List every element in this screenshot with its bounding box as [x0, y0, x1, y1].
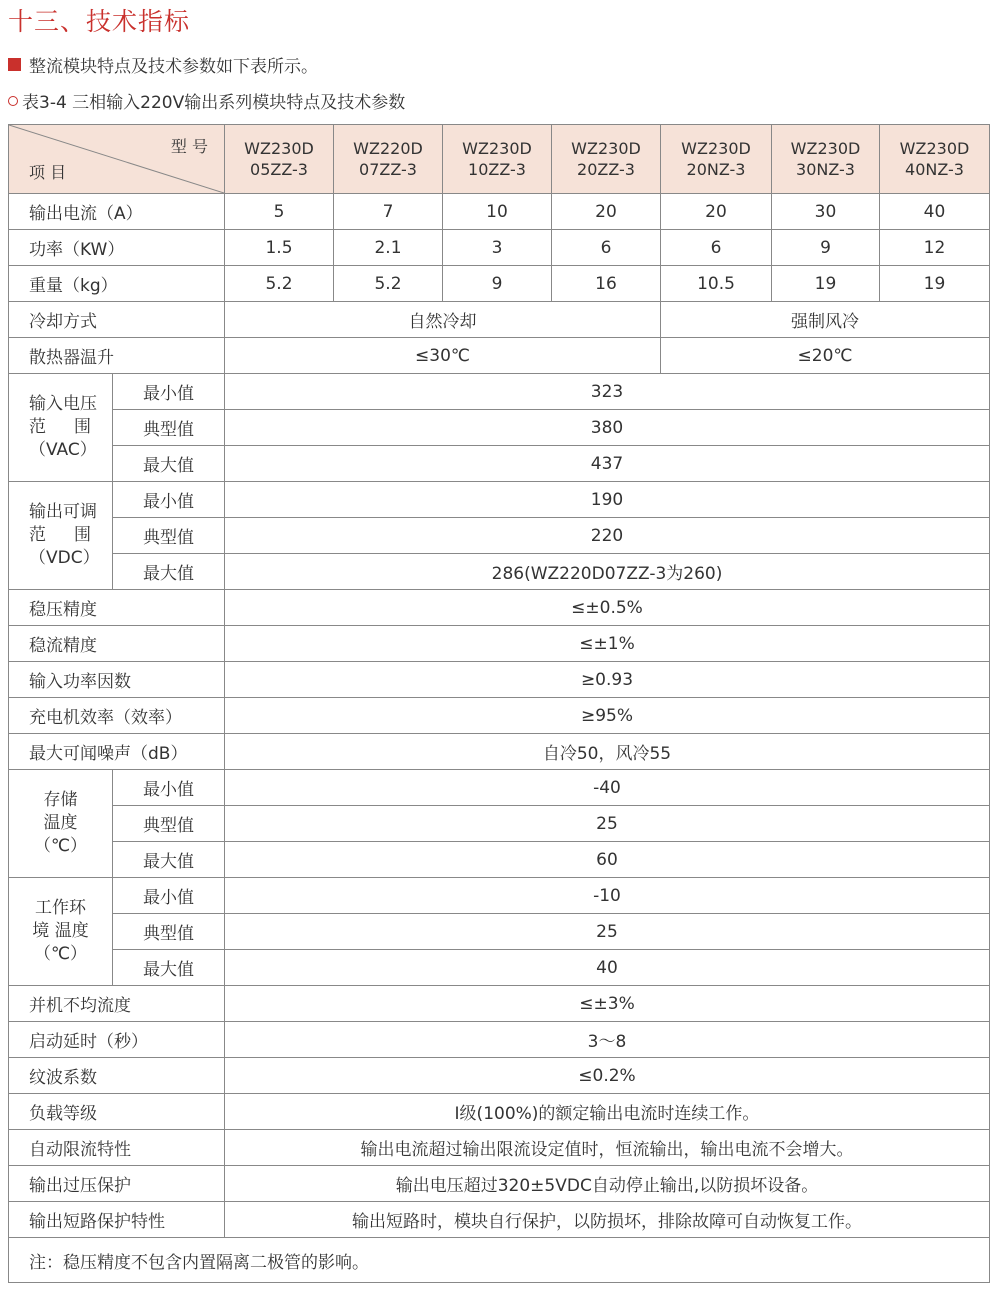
value-cell: ≥0.93 — [225, 662, 990, 698]
row-ripple — [9, 1058, 990, 1094]
sub-label: 最小值 — [113, 374, 225, 410]
row-work-temp-typ — [9, 914, 990, 950]
value-cell: 30 — [772, 194, 880, 230]
row-label: 最大可闻噪声（dB） — [9, 734, 225, 770]
model-suffix: 30NZ-3 — [796, 160, 855, 179]
row-power-factor — [9, 662, 990, 698]
value-cell: 60 — [225, 842, 990, 878]
group-char: 范 — [29, 417, 46, 437]
row-overvoltage — [9, 1166, 990, 1202]
square-bullet-icon — [8, 58, 21, 71]
value-cell: 2.1 — [334, 230, 443, 266]
row-heatsink-temp-rise — [9, 338, 990, 374]
group-line: （VDC） — [29, 548, 100, 568]
value-cell: 6 — [552, 230, 661, 266]
group-line: 输入电压 — [29, 394, 97, 414]
value-cell: 20 — [661, 194, 772, 230]
row-label: 启动延时（秒） — [9, 1022, 225, 1058]
model-name: WZ220D — [353, 139, 423, 158]
row-label: 输出短路保护特性 — [9, 1202, 225, 1238]
value-cell: ≤20℃ — [661, 338, 990, 374]
model-suffix: 07ZZ-3 — [359, 160, 417, 179]
circle-bullet-icon — [8, 96, 18, 106]
corner-item-label: 项 目 — [29, 163, 67, 182]
row-storage-temp-typ — [9, 806, 990, 842]
value-cell: 输出短路时，模块自行保护，以防损坏，排除故障可自动恢复工作。 — [225, 1202, 990, 1238]
group-line: 境 温度 — [32, 921, 89, 941]
sub-label: 典型值 — [113, 914, 225, 950]
row-label: 输入功率因数 — [9, 662, 225, 698]
value-cell: 自冷50，风冷55 — [225, 734, 990, 770]
header-corner-cell — [9, 125, 225, 194]
sub-label: 最大值 — [113, 446, 225, 482]
row-input-voltage-typ — [9, 410, 990, 446]
row-label: 重量（kg） — [9, 266, 225, 302]
sub-label: 最大值 — [113, 842, 225, 878]
row-current-limit — [9, 1130, 990, 1166]
row-storage-temp-min — [9, 770, 990, 806]
sub-label: 典型值 — [113, 806, 225, 842]
value-cell: 220 — [225, 518, 990, 554]
value-cell: 10.5 — [661, 266, 772, 302]
row-label: 稳流精度 — [9, 626, 225, 662]
sub-label: 最小值 — [113, 770, 225, 806]
value-cell: 9 — [443, 266, 552, 302]
corner-model-label: 型 号 — [170, 137, 208, 156]
model-header — [443, 125, 552, 194]
group-line: 存储 — [43, 790, 78, 810]
value-cell: 40 — [880, 194, 990, 230]
value-cell: 10 — [443, 194, 552, 230]
row-current-sharing — [9, 986, 990, 1022]
value-cell: ≤30℃ — [225, 338, 661, 374]
row-noise — [9, 734, 990, 770]
sub-label: 最大值 — [113, 950, 225, 986]
group-line: （℃） — [33, 944, 88, 964]
row-label: 充电机效率（效率） — [9, 698, 225, 734]
value-cell: 自然冷却 — [225, 302, 661, 338]
model-suffix: 40NZ-3 — [905, 160, 964, 179]
value-cell: 16 — [552, 266, 661, 302]
sub-label: 最大值 — [113, 554, 225, 590]
model-suffix: 10ZZ-3 — [468, 160, 526, 179]
group-line: （VAC） — [29, 440, 97, 460]
model-name: WZ230D — [571, 139, 641, 158]
group-char: 围 — [74, 417, 91, 437]
group-line — [29, 524, 91, 547]
value-cell: -40 — [225, 770, 990, 806]
group-label-work-temp — [9, 878, 113, 986]
value-cell: 5.2 — [225, 266, 334, 302]
row-cooling — [9, 302, 990, 338]
table-note: 注：稳压精度不包含内置隔离二极管的影响。 — [9, 1238, 990, 1283]
value-cell: 5.2 — [334, 266, 443, 302]
intro-line — [8, 52, 318, 77]
caption-text: 表3-4 三相输入220V输出系列模块特点及技术参数 — [22, 93, 406, 113]
model-suffix: 20ZZ-3 — [577, 160, 635, 179]
row-label: 散热器温升 — [9, 338, 225, 374]
value-cell: 输出电流超过输出限流设定值时，恒流输出，输出电流不会增大。 — [225, 1130, 990, 1166]
value-cell: ≥95% — [225, 698, 990, 734]
row-output-voltage-max — [9, 554, 990, 590]
row-input-voltage-max — [9, 446, 990, 482]
row-input-voltage-min — [9, 374, 990, 410]
model-header — [661, 125, 772, 194]
sub-label: 最小值 — [113, 482, 225, 518]
model-header — [334, 125, 443, 194]
row-load-class — [9, 1094, 990, 1130]
row-label: 输出电流（A） — [9, 194, 225, 230]
row-output-voltage-typ — [9, 518, 990, 554]
row-output-current — [9, 194, 990, 230]
row-label: 功率（KW） — [9, 230, 225, 266]
row-label: 自动限流特性 — [9, 1130, 225, 1166]
model-name: WZ230D — [790, 139, 861, 158]
row-label: 负载等级 — [9, 1094, 225, 1130]
model-header — [225, 125, 334, 194]
value-cell: 1.5 — [225, 230, 334, 266]
spec-table — [8, 124, 990, 1283]
value-cell: ≤±0.5% — [225, 590, 990, 626]
page-title: 十三、技术指标 — [8, 7, 191, 36]
value-cell: 输出电压超过320±5VDC自动停止输出,以防损坏设备。 — [225, 1166, 990, 1202]
row-storage-temp-max — [9, 842, 990, 878]
value-cell: 5 — [225, 194, 334, 230]
value-cell: Ⅰ级(100%)的额定输出电流时连续工作。 — [225, 1094, 990, 1130]
row-work-temp-max — [9, 950, 990, 986]
row-current-precision — [9, 626, 990, 662]
value-cell: ≤±3% — [225, 986, 990, 1022]
group-char: 围 — [74, 525, 91, 545]
row-work-temp-min — [9, 878, 990, 914]
value-cell: 25 — [225, 914, 990, 950]
sub-label: 典型值 — [113, 410, 225, 446]
group-char: 范 — [29, 525, 46, 545]
model-header — [552, 125, 661, 194]
value-cell: 190 — [225, 482, 990, 518]
group-label-input-voltage — [9, 374, 113, 482]
group-line — [29, 416, 91, 439]
group-line: 工作环 — [35, 898, 86, 918]
row-label: 输出过压保护 — [9, 1166, 225, 1202]
value-cell: 3 — [443, 230, 552, 266]
value-cell: -10 — [225, 878, 990, 914]
value-cell: 20 — [552, 194, 661, 230]
intro-text: 整流模块特点及技术参数如下表所示。 — [29, 57, 318, 77]
group-label-output-voltage — [9, 482, 113, 590]
value-cell: 3～8 — [225, 1022, 990, 1058]
value-cell: 12 — [880, 230, 990, 266]
value-cell: 19 — [772, 266, 880, 302]
row-short-circuit — [9, 1202, 990, 1238]
group-line: 温度 — [43, 813, 78, 833]
value-cell: 6 — [661, 230, 772, 266]
value-cell: 强制风冷 — [661, 302, 990, 338]
value-cell: 437 — [225, 446, 990, 482]
row-weight — [9, 266, 990, 302]
value-cell: 9 — [772, 230, 880, 266]
value-cell: 40 — [225, 950, 990, 986]
table-caption — [8, 88, 405, 113]
model-suffix: 05ZZ-3 — [250, 160, 308, 179]
row-efficiency — [9, 698, 990, 734]
model-suffix: 20NZ-3 — [686, 160, 746, 179]
row-power — [9, 230, 990, 266]
model-name: WZ230D — [462, 139, 532, 158]
model-header — [880, 125, 990, 194]
value-cell: 323 — [225, 374, 990, 410]
model-header — [772, 125, 880, 194]
value-cell: 25 — [225, 806, 990, 842]
model-name: WZ230D — [244, 139, 314, 158]
group-line: 输出可调 — [29, 502, 97, 522]
sub-label: 最小值 — [113, 878, 225, 914]
value-cell: 19 — [880, 266, 990, 302]
row-output-voltage-min — [9, 482, 990, 518]
row-voltage-precision — [9, 590, 990, 626]
row-label: 稳压精度 — [9, 590, 225, 626]
row-label: 冷却方式 — [9, 302, 225, 338]
row-label: 纹波系数 — [9, 1058, 225, 1094]
header-row — [9, 125, 990, 194]
value-cell: 286(WZ220D07ZZ-3为260) — [225, 554, 990, 590]
value-cell: ≤0.2% — [225, 1058, 990, 1094]
value-cell: 7 — [334, 194, 443, 230]
model-name: WZ230D — [681, 139, 751, 158]
row-label: 并机不均流度 — [9, 986, 225, 1022]
group-line: （℃） — [33, 836, 88, 856]
row-startup-delay — [9, 1022, 990, 1058]
row-note — [9, 1238, 990, 1283]
value-cell: 380 — [225, 410, 990, 446]
group-label-storage-temp — [9, 770, 113, 878]
model-name: WZ230D — [899, 139, 970, 158]
value-cell: ≤±1% — [225, 626, 990, 662]
sub-label: 典型值 — [113, 518, 225, 554]
